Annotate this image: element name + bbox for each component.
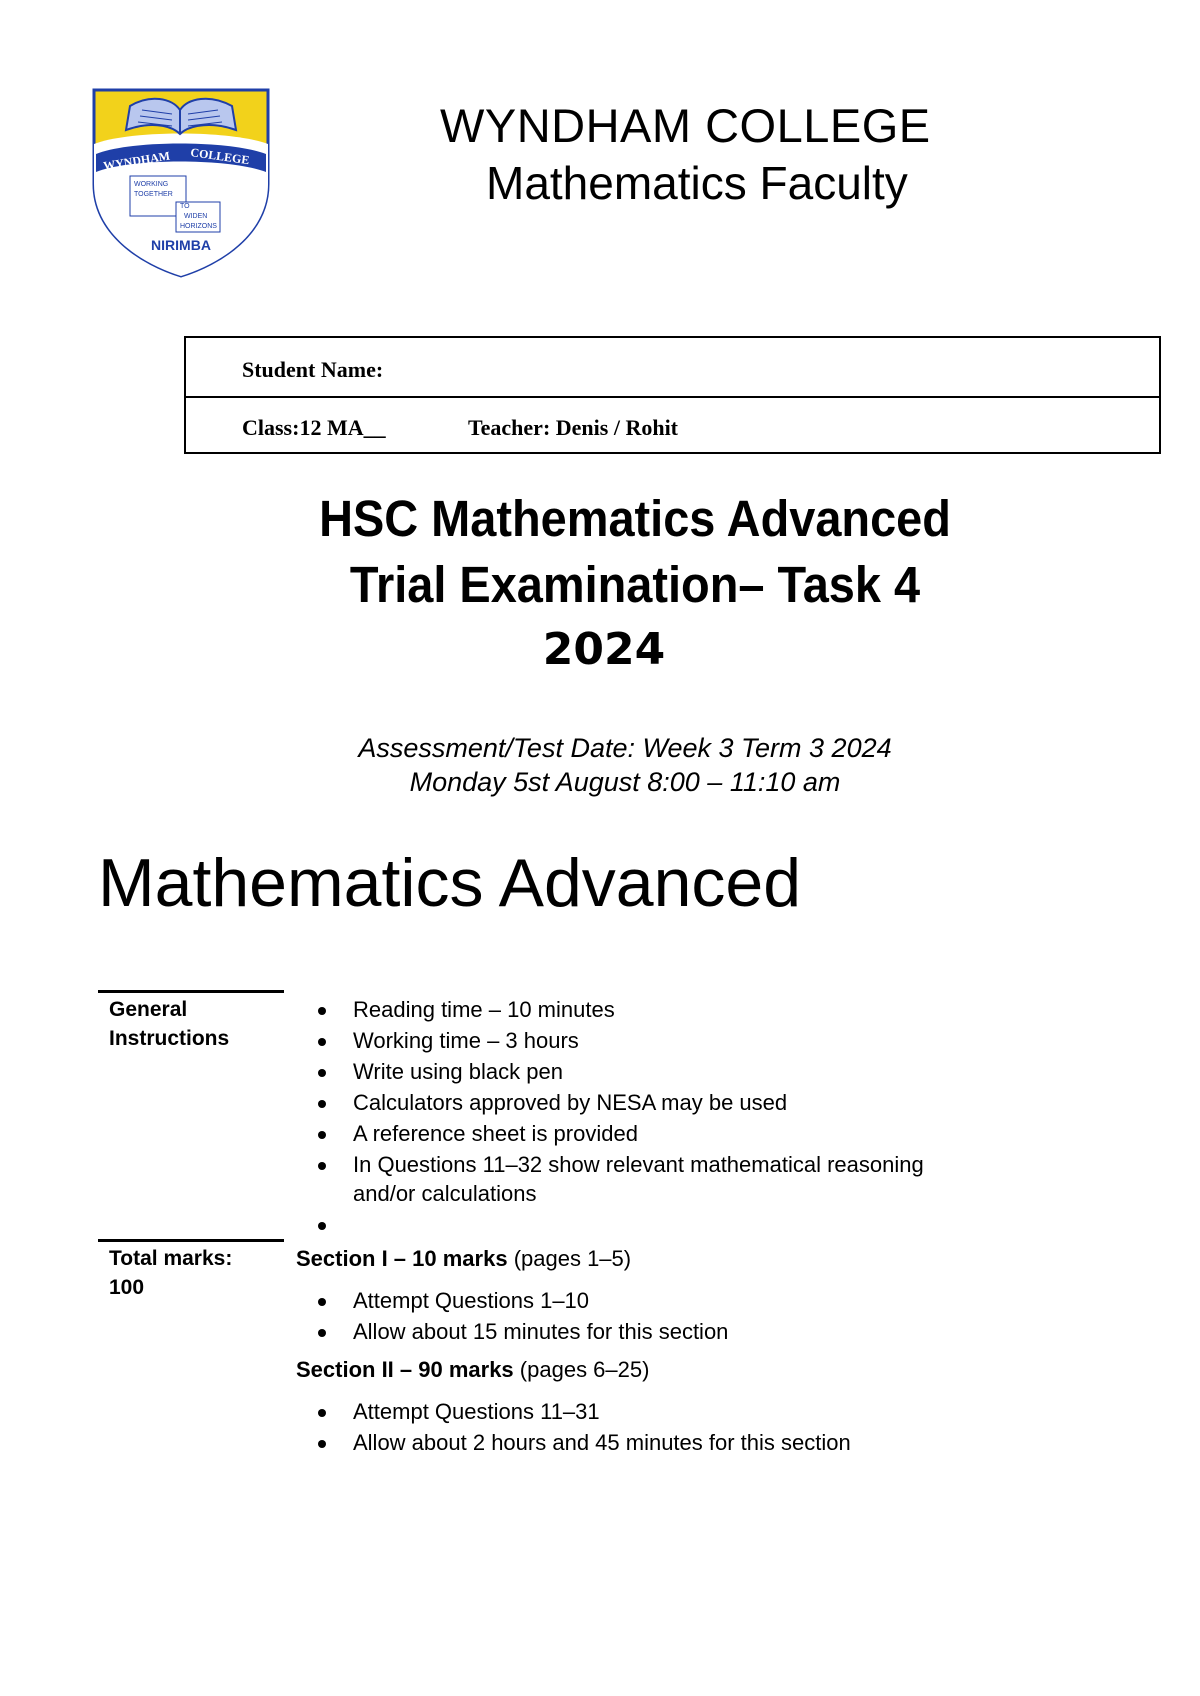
general-instructions-label-2: Instructions xyxy=(109,1027,230,1050)
crest-banner-left: WYNDHAM xyxy=(102,148,171,173)
bullet-icon xyxy=(318,1007,326,1015)
exam-title-line-2: Trial Examination– Task 4 xyxy=(349,556,921,613)
total-marks-label: Total marks: xyxy=(109,1247,233,1270)
bullet-icon xyxy=(318,1440,326,1448)
bullet-icon xyxy=(318,1100,326,1108)
crest-banner-right: COLLEGE xyxy=(189,145,251,168)
exam-title-line-1: HSC Mathematics Advanced xyxy=(319,490,951,547)
faculty-name: Mathematics Faculty xyxy=(486,157,908,209)
section-2-title: Section II – 90 marks xyxy=(296,1357,514,1382)
college-crest xyxy=(90,84,272,280)
section-2-pages: (pages 6–25) xyxy=(519,1357,650,1382)
instruction-item: In Questions 11–32 show relevant mathematical reasoning xyxy=(353,1152,924,1177)
subject-title: Mathematics Advanced xyxy=(98,845,802,921)
bullet-icon xyxy=(318,1131,326,1139)
crest-motto-5: HORIZONS xyxy=(180,223,217,230)
section-2-item: Attempt Questions 11–31 xyxy=(353,1399,600,1424)
crest-motto-3: TO xyxy=(180,203,190,210)
crest-motto-2: TOGETHER xyxy=(134,191,173,198)
class-label: Class:12 MA__ xyxy=(242,415,386,440)
class-teacher-row xyxy=(186,396,1159,454)
student-name-label: Student Name: xyxy=(242,357,384,382)
section-1-pages: (pages 1–5) xyxy=(513,1246,632,1271)
total-marks-value: 100 xyxy=(109,1276,145,1299)
student-name-row[interactable] xyxy=(186,338,1159,398)
section-2-heading xyxy=(296,1354,649,1385)
bullet-icon xyxy=(318,1162,326,1170)
college-name: WYNDHAM COLLEGE xyxy=(440,99,931,152)
bullet-icon xyxy=(318,1298,326,1306)
student-info-box xyxy=(184,336,1161,454)
instruction-item-continuation: and/or calculations xyxy=(353,1181,537,1206)
teacher-label: Teacher: Denis / Rohit xyxy=(468,415,679,440)
bullet-icon xyxy=(318,1329,326,1337)
instruction-item: Reading time – 10 minutes xyxy=(353,997,615,1022)
crest-name: NIRIMBA xyxy=(151,237,211,253)
crest-motto-1: WORKING xyxy=(134,181,169,188)
instruction-item: Write using black pen xyxy=(353,1059,563,1084)
section-1-item: Allow about 15 minutes for this section xyxy=(353,1319,729,1344)
crest-motto-4: WIDEN xyxy=(184,213,208,220)
instruction-item: A reference sheet is provided xyxy=(353,1121,638,1146)
exam-session-time: Monday 5st August 8:00 – 11:10 am xyxy=(409,767,841,797)
section-1-item: Attempt Questions 1–10 xyxy=(353,1288,590,1313)
section-1-heading xyxy=(296,1243,631,1274)
bullet-icon xyxy=(318,1038,326,1046)
general-instructions-label-1: General xyxy=(109,998,188,1021)
section-1-title: Section I – 10 marks xyxy=(296,1246,508,1271)
bullet-icon xyxy=(318,1409,326,1417)
instruction-item: Working time – 3 hours xyxy=(353,1028,579,1053)
exam-year: 2024 xyxy=(542,624,666,675)
general-instructions-rule xyxy=(98,990,284,993)
instruction-item: Calculators approved by NESA may be used xyxy=(353,1090,788,1115)
total-marks-rule xyxy=(98,1239,284,1242)
bullet-icon xyxy=(318,1222,326,1230)
bullet-icon xyxy=(318,1069,326,1077)
section-2-item: Allow about 2 hours and 45 minutes for this section xyxy=(353,1430,851,1455)
assessment-date: Assessment/Test Date: Week 3 Term 3 2024 xyxy=(358,733,892,763)
